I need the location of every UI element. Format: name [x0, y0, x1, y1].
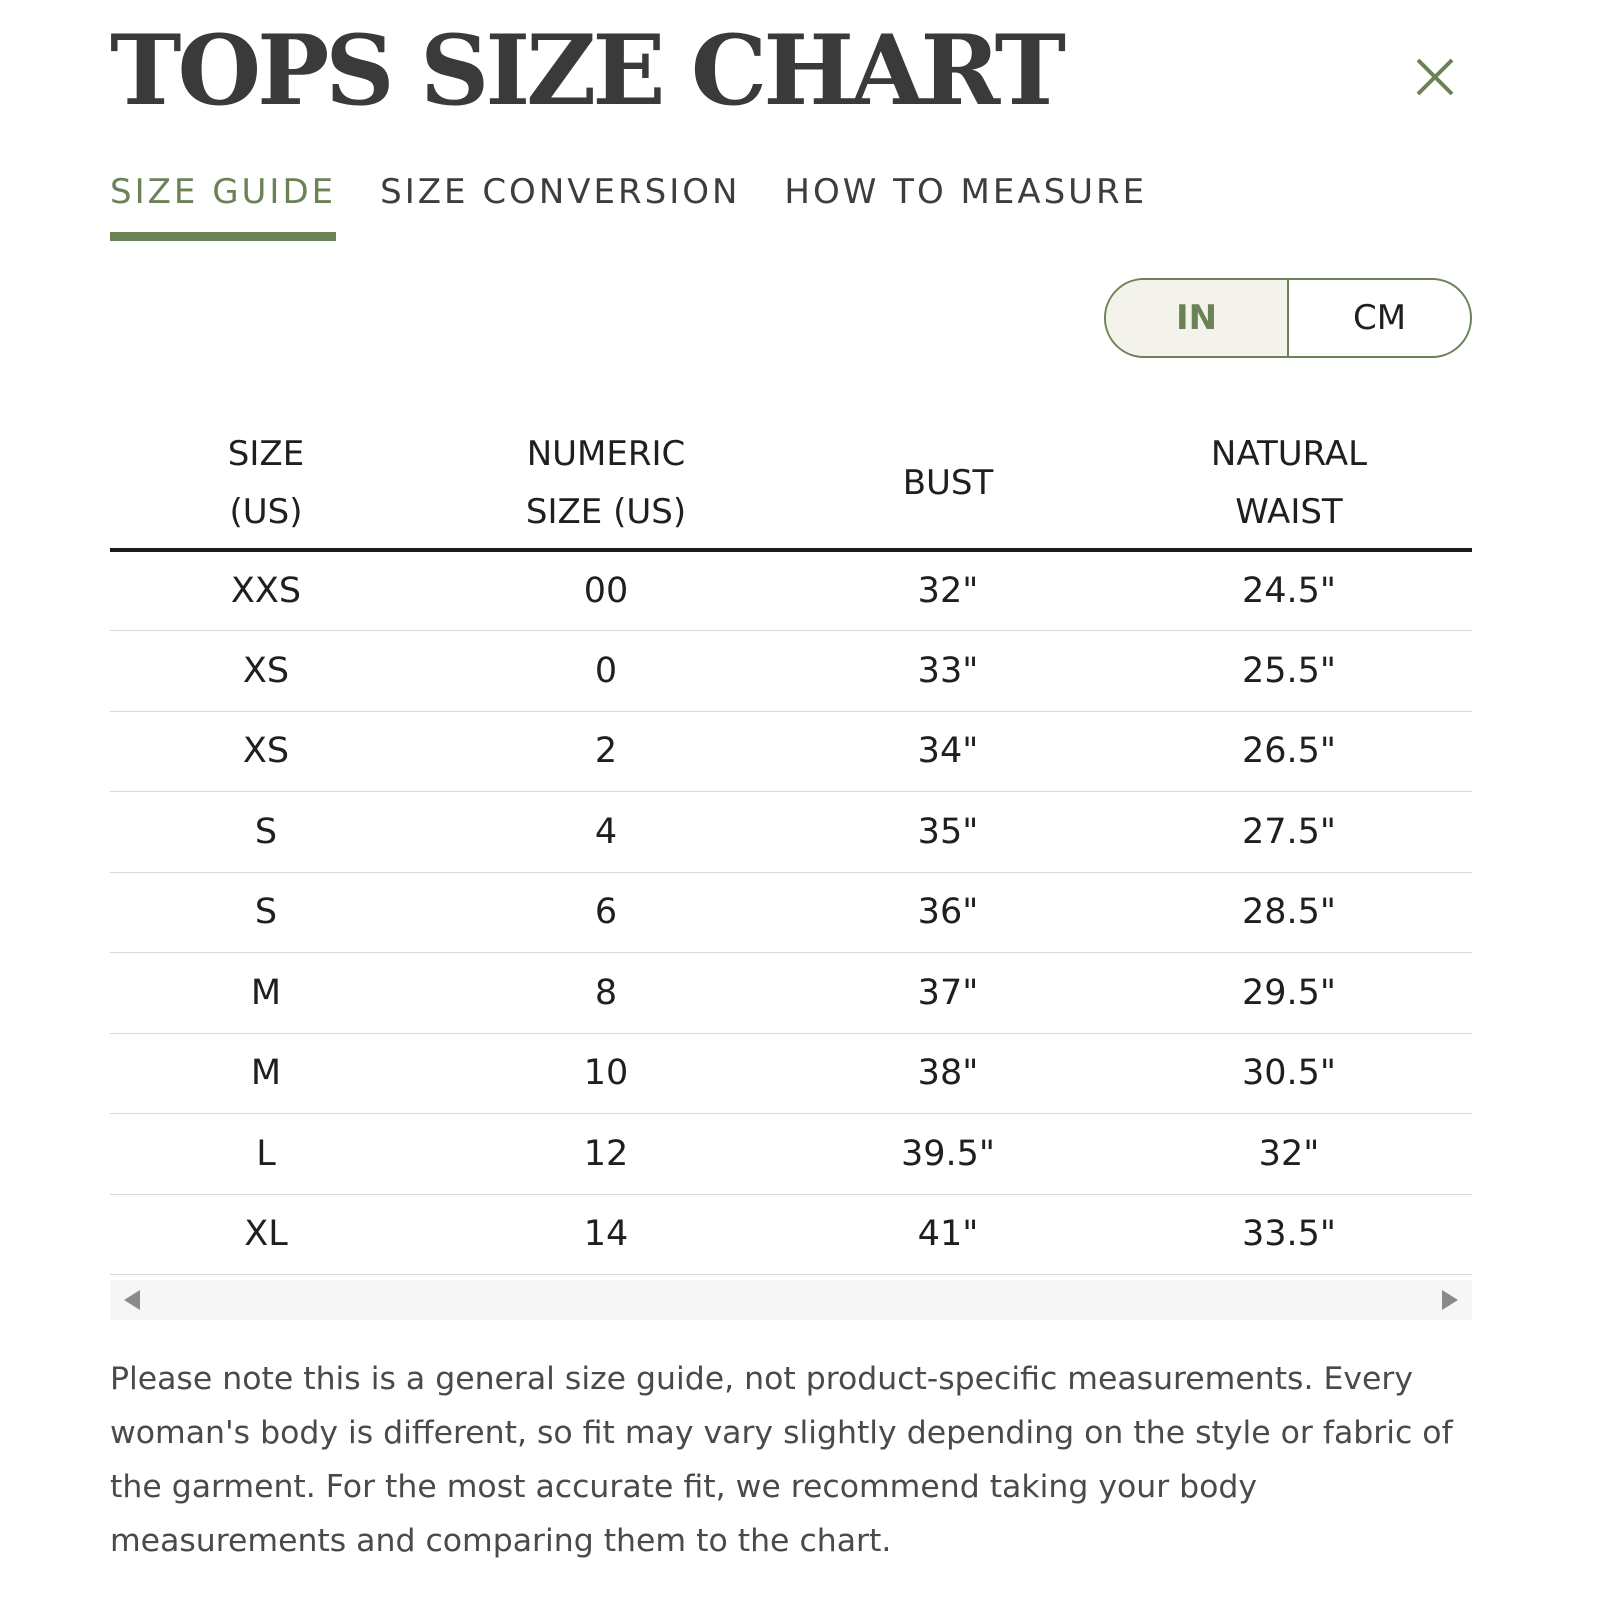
header-size-us: SIZE (US) [110, 420, 422, 550]
table-row [110, 953, 1472, 1034]
table-row [110, 631, 1472, 712]
cell-bust: 41" [790, 1194, 1106, 1275]
cell-bust: 37" [790, 953, 1106, 1034]
cell-size: S [110, 872, 422, 953]
scroll-left-button[interactable] [120, 1288, 144, 1312]
page-title: TOPS SIZE CHART [110, 14, 1063, 127]
table-row [110, 1033, 1472, 1114]
cell-waist: 25.5" [1106, 631, 1472, 712]
cell-numeric: 6 [422, 872, 790, 953]
table-row [110, 711, 1472, 792]
cell-waist: 28.5" [1106, 872, 1472, 953]
table-row [110, 1114, 1472, 1195]
cell-size: S [110, 792, 422, 873]
cell-waist: 33.5" [1106, 1194, 1472, 1275]
table-row [110, 792, 1472, 873]
cell-waist: 27.5" [1106, 792, 1472, 873]
cell-waist: 30.5" [1106, 1033, 1472, 1114]
tab-how-to-measure[interactable]: HOW TO MEASURE [784, 172, 1148, 212]
cell-numeric: 00 [422, 550, 790, 631]
cell-size: XL [110, 1194, 422, 1275]
cell-waist: 32" [1106, 1114, 1472, 1195]
cell-size: M [110, 953, 422, 1034]
size-guide-note: Please note this is a general size guide, not product-specific measurements. Every woman's body is different, so fit may vary slightly depending on the style or fabric of the garment. For the most accurate fit, we recommend taking your body measurements and comparing them to the chart. [110, 1361, 1453, 1559]
table-row [110, 872, 1472, 953]
size-table [110, 420, 1472, 1275]
cell-bust: 39.5" [790, 1114, 1106, 1195]
cell-size: L [110, 1114, 422, 1195]
cell-size: M [110, 1033, 422, 1114]
cell-size: XXS [110, 550, 422, 631]
header-natural-waist: NATURAL WAIST [1106, 420, 1472, 550]
scroll-left-icon [120, 1288, 144, 1312]
cell-waist: 29.5" [1106, 953, 1472, 1034]
cell-numeric: 0 [422, 631, 790, 712]
cell-bust: 33" [790, 631, 1106, 712]
unit-cm-button[interactable]: CM [1352, 298, 1407, 338]
close-button[interactable] [1410, 52, 1460, 102]
tab-bar [110, 168, 1191, 248]
cell-waist: 24.5" [1106, 550, 1472, 631]
table-header-row [110, 420, 1472, 550]
unit-in-button[interactable]: IN [1106, 280, 1289, 356]
cell-numeric: 12 [422, 1114, 790, 1195]
horizontal-scrollbar[interactable] [110, 1280, 1472, 1320]
cell-bust: 36" [790, 872, 1106, 953]
cell-bust: 35" [790, 792, 1106, 873]
cell-size: XS [110, 631, 422, 712]
table-row [110, 550, 1472, 631]
cell-numeric: 4 [422, 792, 790, 873]
tab-size-conversion[interactable]: SIZE CONVERSION [380, 172, 741, 212]
cell-bust: 38" [790, 1033, 1106, 1114]
cell-bust: 32" [790, 550, 1106, 631]
cell-numeric: 8 [422, 953, 790, 1034]
size-table-container [110, 420, 1472, 1275]
cell-waist: 26.5" [1106, 711, 1472, 792]
header-bust: BUST [790, 420, 1106, 550]
table-row [110, 1194, 1472, 1275]
unit-toggle [1104, 278, 1472, 358]
cell-numeric: 2 [422, 711, 790, 792]
cell-numeric: 10 [422, 1033, 790, 1114]
header-numeric-size: NUMERIC SIZE (US) [422, 420, 790, 550]
cell-numeric: 14 [422, 1194, 790, 1275]
cell-bust: 34" [790, 711, 1106, 792]
close-icon [1410, 52, 1460, 102]
cell-size: XS [110, 711, 422, 792]
tab-size-guide[interactable]: SIZE GUIDE [110, 168, 336, 248]
scroll-right-icon [1438, 1288, 1462, 1312]
scroll-right-button[interactable] [1438, 1288, 1462, 1312]
